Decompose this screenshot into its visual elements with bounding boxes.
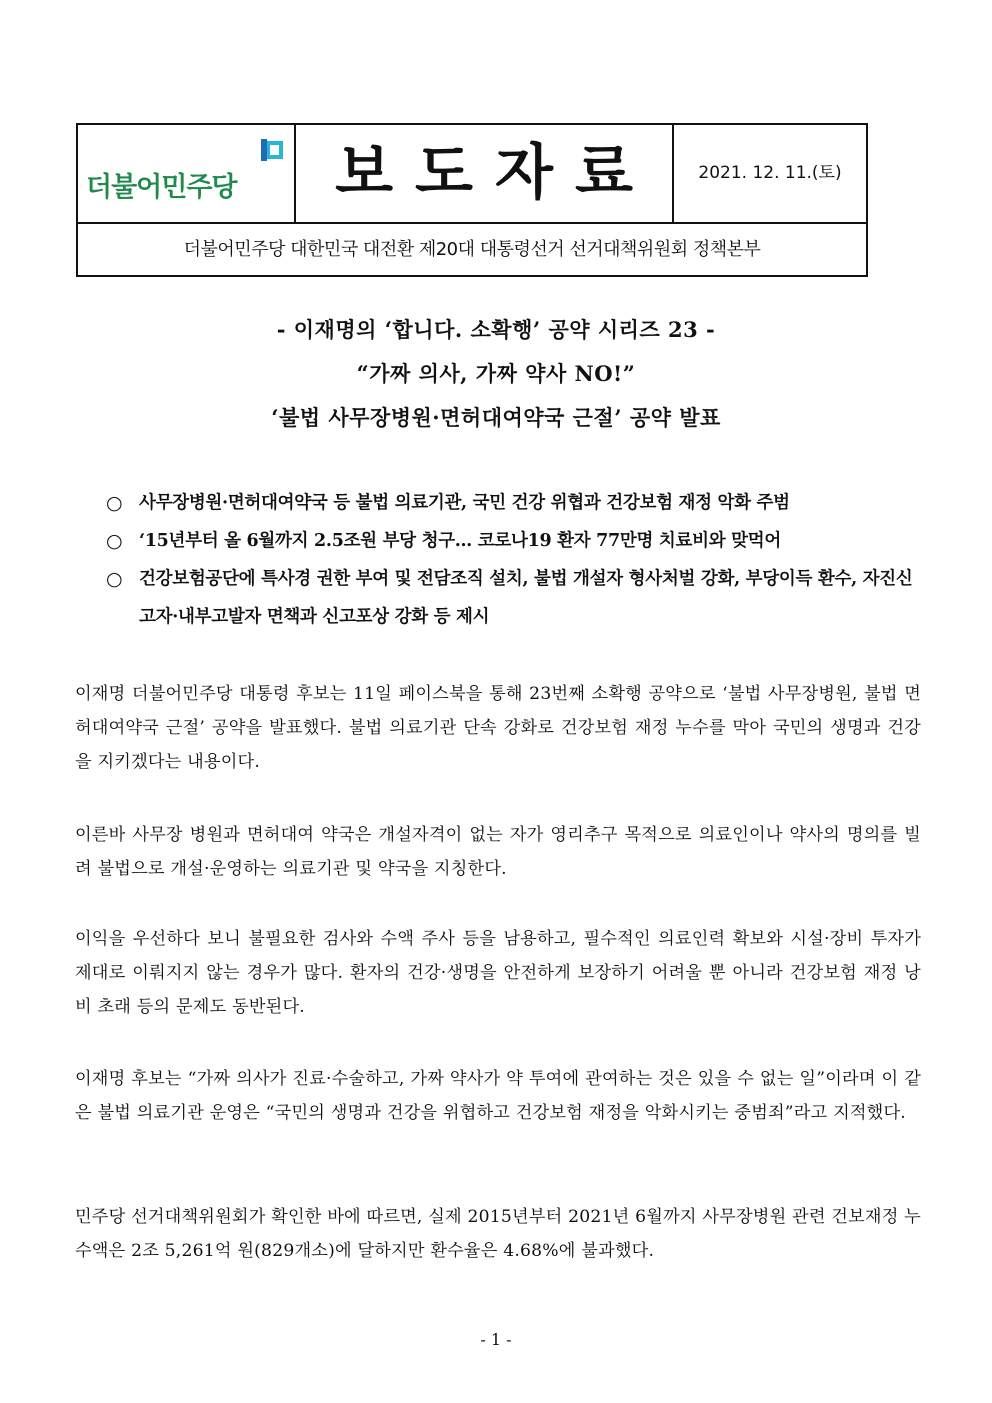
issuer-line: 더불어민주당 대한민국 대전환 제20대 대통령선거 선거대책위원회 정책본부 [183, 239, 761, 260]
party-logo-text: 더불어민주당 [86, 172, 237, 203]
logo-cell [78, 125, 296, 222]
bullet-text: ‘15년부터 올 6월까지 2.5조원 부당 청구… 코로나19 환자 77만명 치료비와 맞먹어 [139, 531, 781, 551]
circle-bullet-icon: ○ [106, 568, 123, 590]
party-logo-icon [259, 139, 285, 169]
paragraph: 이익을 우선하다 보니 불필요한 검사와 수액 주사 등을 남용하고, 필수적인 의료인력 확보와 시설·장비 투자가 제대로 이뤄지지 않는 경우가 많다. 환자의 건강·생명을 안전하게 보장하기 어려울 뿐 아니라 건강보험 재정 낭비 초래 등의 문제도 동반된다. [75, 929, 921, 1017]
circle-bullet-icon: ○ [106, 530, 123, 552]
summary-bullets [106, 484, 926, 636]
bullet-text: 사무장병원·면허대여약국 등 불법 의료기관, 국민 건강 위협과 건강보험 재정 악화 주범 [139, 493, 790, 513]
header-table [76, 123, 868, 277]
release-date: 2021. 12. 11.(토) [698, 163, 842, 183]
headline-quote: “가짜 의사, 가짜 약사 NO!” [356, 361, 636, 386]
paragraph: 민주당 선거대책위원회가 확인한 바에 따르면, 실제 2015년부터 2021년 6월까지 사무장병원 관련 건보재정 누수액은 2조 5,261억 원(829개소)에 달하지만 환수율은 4.68%에 불과했다. [75, 1207, 921, 1261]
paragraph: 이재명 더불어민주당 대통령 후보는 11일 페이스북을 통해 23번째 소확행 공약으로 ‘불법 사무장병원, 불법 면허대여약국 근절’ 공약을 발표했다. 불법 의료기관 단속 강화로 건강보험 재정 누수를 막아 국민의 생명과 건강을 지키겠다는 내용이다. [75, 684, 921, 772]
circle-bullet-icon: ○ [106, 492, 123, 514]
paragraph: 이재명 후보는 “가짜 의사가 진료·수술하고, 가짜 약사가 약 투여에 관여하는 것은 있을 수 없는 일”이라며 이 같은 불법 의료기관 운영은 “국민의 생명과 건강을 위협하고 건강보험 재정을 악화시키는 중범죄”라고 지적했다. [75, 1069, 921, 1123]
bullet-item [106, 484, 926, 522]
bullet-text: 건강보험공단에 특사경 권한 부여 및 전담조직 설치, 불법 개설자 형사처벌 강화, 부당이득 환수, 자진신고자·내부고발자 면책과 신고포상 강화 등 제시 [139, 569, 913, 627]
paragraph: 이른바 사무장 병원과 면허대여 약국은 개설자격이 없는 자가 영리추구 목적으로 의료인이나 약사의 명의를 빌려 불법으로 개설·운영하는 의료기관 및 약국을 지칭한다. [75, 825, 921, 879]
bullet-item [106, 560, 926, 636]
header-row [78, 125, 866, 224]
headline-block [0, 315, 992, 447]
date-cell [674, 125, 866, 222]
headline-series: - 이재명의 ‘합니다. 소확행’ 공약 시리즈 23 - [276, 317, 716, 342]
page-number: - 1 - [480, 1330, 512, 1349]
bullet-item [106, 522, 926, 560]
title-cell [296, 125, 674, 222]
headline-main: ‘불법 사무장병원·면허대여약국 근절’ 공약 발표 [271, 405, 721, 430]
document-title: 보도자료 [335, 138, 655, 208]
